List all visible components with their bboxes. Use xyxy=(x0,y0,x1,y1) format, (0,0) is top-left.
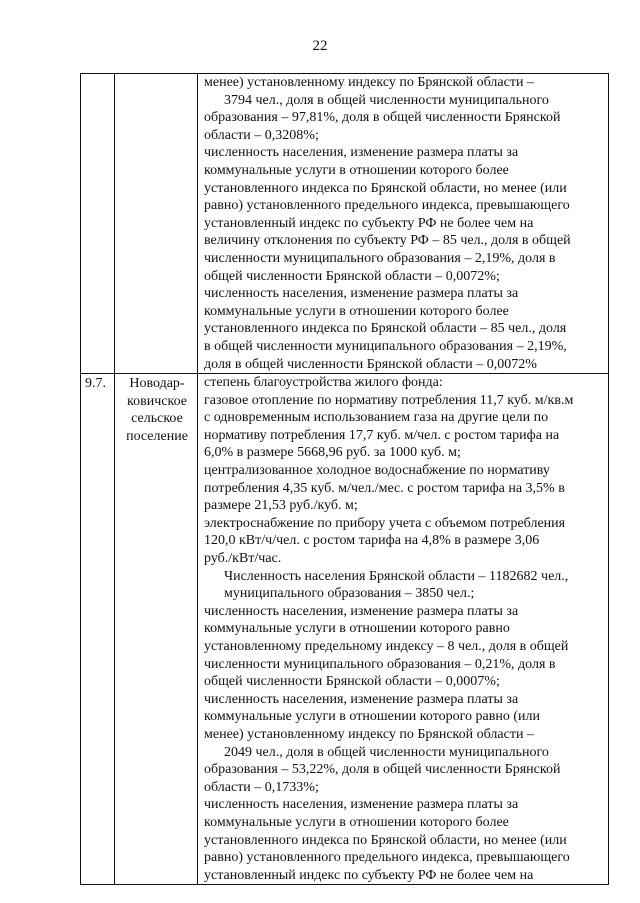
text-line: газовое отопление по нормативу потребления 11,7 куб. м/кв.м xyxy=(204,392,574,408)
text-line: установленному предельному индексу – 8 чел., доля в общей xyxy=(204,639,569,654)
text-line: величину отклонения по субъекту РФ – 85 чел., доля в общей xyxy=(204,233,571,249)
text-line: Численность населения Брянской области – 1182682 чел., xyxy=(224,568,569,584)
text-line: области – 0,1733%; xyxy=(204,779,319,795)
text-line: с одновременным использованием газа на другие цели по xyxy=(204,410,549,426)
text-line: равно) установленного предельного индекса, превышающего xyxy=(204,850,570,866)
page-number: 22 xyxy=(312,38,328,54)
text-line: 120,0 кВт/ч/чел. с ростом тарифа на 4,8% в размере 3,06 xyxy=(204,533,540,549)
text-line: численность населения, изменение размера платы за xyxy=(204,145,519,161)
text-line: нормативу потребления 17,7 куб. м/чел. с ростом тарифа на xyxy=(204,427,560,443)
text-line: численности муниципального образования – 2,19%, доля в xyxy=(204,250,556,266)
text-line: образования – 53,22%, доля в общей численности Брянской xyxy=(204,762,561,778)
text-line: установленный индекс по субъекту РФ не более чем на xyxy=(204,867,534,883)
text-line: централизованное холодное водоснабжение по нормативу xyxy=(204,463,550,479)
text-line: руб./кВт/час. xyxy=(204,551,282,567)
text-line: 2049 чел., доля в общей численности муниципального xyxy=(224,744,549,760)
description-cell xyxy=(198,74,609,374)
text-line: общей численности Брянской области – 0,0007%; xyxy=(204,674,500,690)
text-line: коммунальные услуги в отношении которого более xyxy=(204,814,509,830)
settlement-name-line: сельское xyxy=(131,411,183,427)
text-line: коммунальные услуги в отношении которого равно (или xyxy=(204,709,540,725)
text-line: потребления 4,35 куб. м/чел./мес. с ростом тарифа на 3,5% в xyxy=(204,480,565,496)
text-line: установленный индекс по субъекту РФ не более чем на xyxy=(204,215,534,231)
text-line: 3794 чел., доля в общей численности муниципального xyxy=(224,92,549,108)
settlement-name-cell xyxy=(115,74,198,374)
text-line: коммунальные услуги в отношении которого более xyxy=(204,162,509,178)
text-line: менее) установленному индексу по Брянской области – xyxy=(204,75,534,90)
description-cell xyxy=(198,374,609,885)
text-line: 6,0% в размере 5668,96 руб. за 1000 куб. м; xyxy=(204,445,461,461)
row-number-cell: 9.7. xyxy=(81,374,115,885)
text-line: установленного индекса по Брянской области, но менее (или xyxy=(204,180,567,196)
text-line: равно) установленного предельного индекса, превышающего xyxy=(204,198,570,214)
text-line: муниципального образования – 3850 чел.; xyxy=(224,586,475,602)
text-line: численность населения, изменение размера платы за xyxy=(204,286,519,302)
text-line: области – 0,3208%; xyxy=(204,127,319,143)
text-line: численность населения, изменение размера платы за xyxy=(204,797,519,813)
text-line: образования – 97,81%, доля в общей численности Брянской xyxy=(204,110,561,126)
text-line: в общей численности муниципального образования – 2,19%, xyxy=(204,338,567,354)
text-line: размере 21,53 руб./куб. м; xyxy=(204,498,358,514)
text-line: коммунальные услуги в отношении которого равно xyxy=(204,621,510,637)
text-line: степень благоустройства жилого фонда: xyxy=(204,375,443,391)
settlement-name-line: поселение xyxy=(126,428,188,444)
settlement-name-line: Новодар- xyxy=(129,376,185,392)
text-line: менее) установленному индексу по Брянской области – xyxy=(204,726,534,742)
municipal-data-table xyxy=(80,73,609,885)
text-line: установленного индекса по Брянской области – 85 чел., доля xyxy=(204,321,567,337)
text-line: установленного индекса по Брянской области, но менее (или xyxy=(204,832,567,848)
settlement-name-cell xyxy=(115,374,198,885)
row-number-cell xyxy=(81,74,115,374)
table-row xyxy=(81,374,609,885)
text-line: коммунальные услуги в отношении которого более xyxy=(204,303,509,319)
text-line: численность населения, изменение размера платы за xyxy=(204,691,519,707)
text-line: электроснабжение по прибору учета с объемом потребления xyxy=(204,515,566,531)
text-line: численности муниципального образования – 0,21%, доля в xyxy=(204,656,556,672)
settlement-name-line: ковичское xyxy=(127,393,187,409)
text-line: общей численности Брянской области – 0,0072%; xyxy=(204,268,500,284)
text-line: численность населения, изменение размера платы за xyxy=(204,603,519,619)
table-row xyxy=(81,74,609,374)
text-line: доля в общей численности Брянской области – 0,0072% xyxy=(204,356,537,372)
